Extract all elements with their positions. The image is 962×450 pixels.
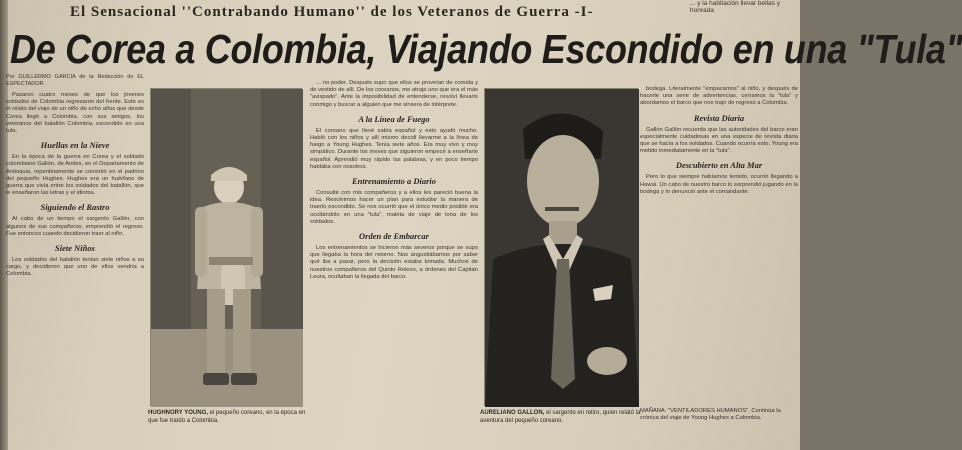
- supertitle: El Sensacional ''Contrabando Humano'' de los Veteranos de Guerra -I-: [70, 4, 594, 20]
- caption-text: el pequeño coreano, en la época en que fue traído a Colombia.: [148, 410, 306, 424]
- byline: Por GUILLERMO GARCIA de la Redacción de EL ESPECTADOR: [6, 74, 144, 87]
- corner-text: ... y la habitación llevar bellas y honrada: [690, 0, 780, 14]
- column-3: [310, 80, 478, 420]
- continuation-note: MAÑANA: "VENTILADORES HUMANOS". Continúa la crónica del viaje de Young Hughes a Colombia.: [640, 408, 781, 421]
- photo-caption-1: [148, 410, 308, 440]
- caption-name: HUGHNORY YOUNG,: [148, 410, 208, 416]
- section-text: Pero lo que siempre habíamos temido, ocurrió llegando a Hawai. Un cabo de nuestro barco lo sorprendió jugando en la bodega y lo denunció ante el comandante.: [640, 174, 798, 195]
- section-heading: Huellas en la Nieve: [40, 140, 110, 151]
- section-text: Al cabo de un tiempo el sargento Gallón, con algunos de sus compañeros, emprendió el regreso. Fue entonces cuando decidieron traer al niño.: [6, 216, 144, 237]
- headline: De Corea a Colombia, Viajando Escondido en una "Tula": [10, 26, 962, 73]
- caption-name: AURELIANO GALLON,: [480, 410, 545, 416]
- intro-paragraph: Pasaron cuatro meses de que los jóvenes soldados de Colombia regresaron del frente. Este es el relato del viaje de un niño de ocho años que desde Corea llegó a Colombia, con sus amigos, los veteranos del batallón Colombia, escondido en una tula.: [6, 92, 144, 135]
- opening-paragraph: ... no poder. Después supo que ellos se proveían de comida y de vestido de allí. De los coreanos, me atraje uno que era el más "avispado". Ante la imposibilidad de entenderse, resolví llevarlo conmigo y buscar a alguien que me sirviera de intérprete.: [310, 80, 478, 108]
- opening-paragraph: bodega. Literalmente "empacamos" al niño, y después de hacerle una serie de advertencias, cerramos la "tula" y abordamos el barco que nos trajo de regreso a Colombia.: [640, 86, 798, 107]
- child-soldier-photo-icon: [151, 89, 303, 407]
- photo-caption-2: [480, 410, 642, 440]
- caption-text: el sargento en retiro, quien relató la aventura del pequeño coreano.: [480, 410, 641, 424]
- section-heading: Entrenamiento a Diario: [351, 176, 437, 187]
- column-1: [6, 74, 144, 450]
- section-text: Los entrenamientos se hicieron más severos porque se supo que llegaba la hora del retorno. Nos angustiábamos por saber qué iba a pasar, pero la decisión estaba tomada. Muchos de nuestros compañeros del Quinto Relevo, a órdenes del Capitán Leura, ocultaban la llegada del barco.: [310, 245, 478, 280]
- section-heading: Revista Diaria: [693, 112, 745, 123]
- section-heading: Orden de Embarcar: [359, 231, 429, 242]
- section-text: Los soldados del batallón tenían siete niños a su cargo, y decidieron que uno de ellos vendría a Colombia.: [6, 257, 144, 278]
- section-text: El coreano que llevé sabía español y esto ayudó mucho. Habló con los niños y allí mismo decidí llevarme a la línea de fuego a Young Hughes. Tenía siete años. Era muy vivo y muy simpático. Durante los meses que siguieron empecé a enseñarle español. Aprendió muy rápido las palabras, y en poco tiempo hablaba con nosotros.: [310, 127, 478, 170]
- section-heading: Siguiendo el Rastro: [40, 202, 110, 213]
- section-text: Consulté con mis compañeros y a ellos les pareció buena la idea. Resolvimos hacer un plan para estudiar la manera de traerlo escondido. Se nos ocurrió que el único medio posible era ocultándolo en una "tula", maleta de viaje de lona de los soldados.: [310, 190, 478, 225]
- section-text: Gallón Gallón recuerda que las autoridades del barco eran especialmente cuidadosas en una especie de revista diaria que se hacía a los soldados. Cuando ocurría esto, Young era metido inmediatamente en la "tula".: [640, 126, 798, 155]
- man-portrait-photo-icon: [485, 89, 639, 407]
- section-heading: Descubierto en Alta Mar: [675, 160, 763, 171]
- section-heading: Siete Niños: [55, 243, 95, 254]
- man-portrait-photo: [484, 88, 638, 406]
- section-heading: A la Línea de Fuego: [358, 113, 430, 124]
- column-5: [640, 86, 798, 450]
- child-soldier-photo: [150, 88, 302, 406]
- section-text: En la época de la guerra en Corea y el soldado colombiano Gallón, de Andes, en el Departamento de Antioquia, repentinamente se convirtió en el padrino del pequeño Hughes. Hughes era un huérfano de guerra que vivía entre los soldados del batallón, que le enseñaron las letras y el idioma.: [6, 154, 144, 197]
